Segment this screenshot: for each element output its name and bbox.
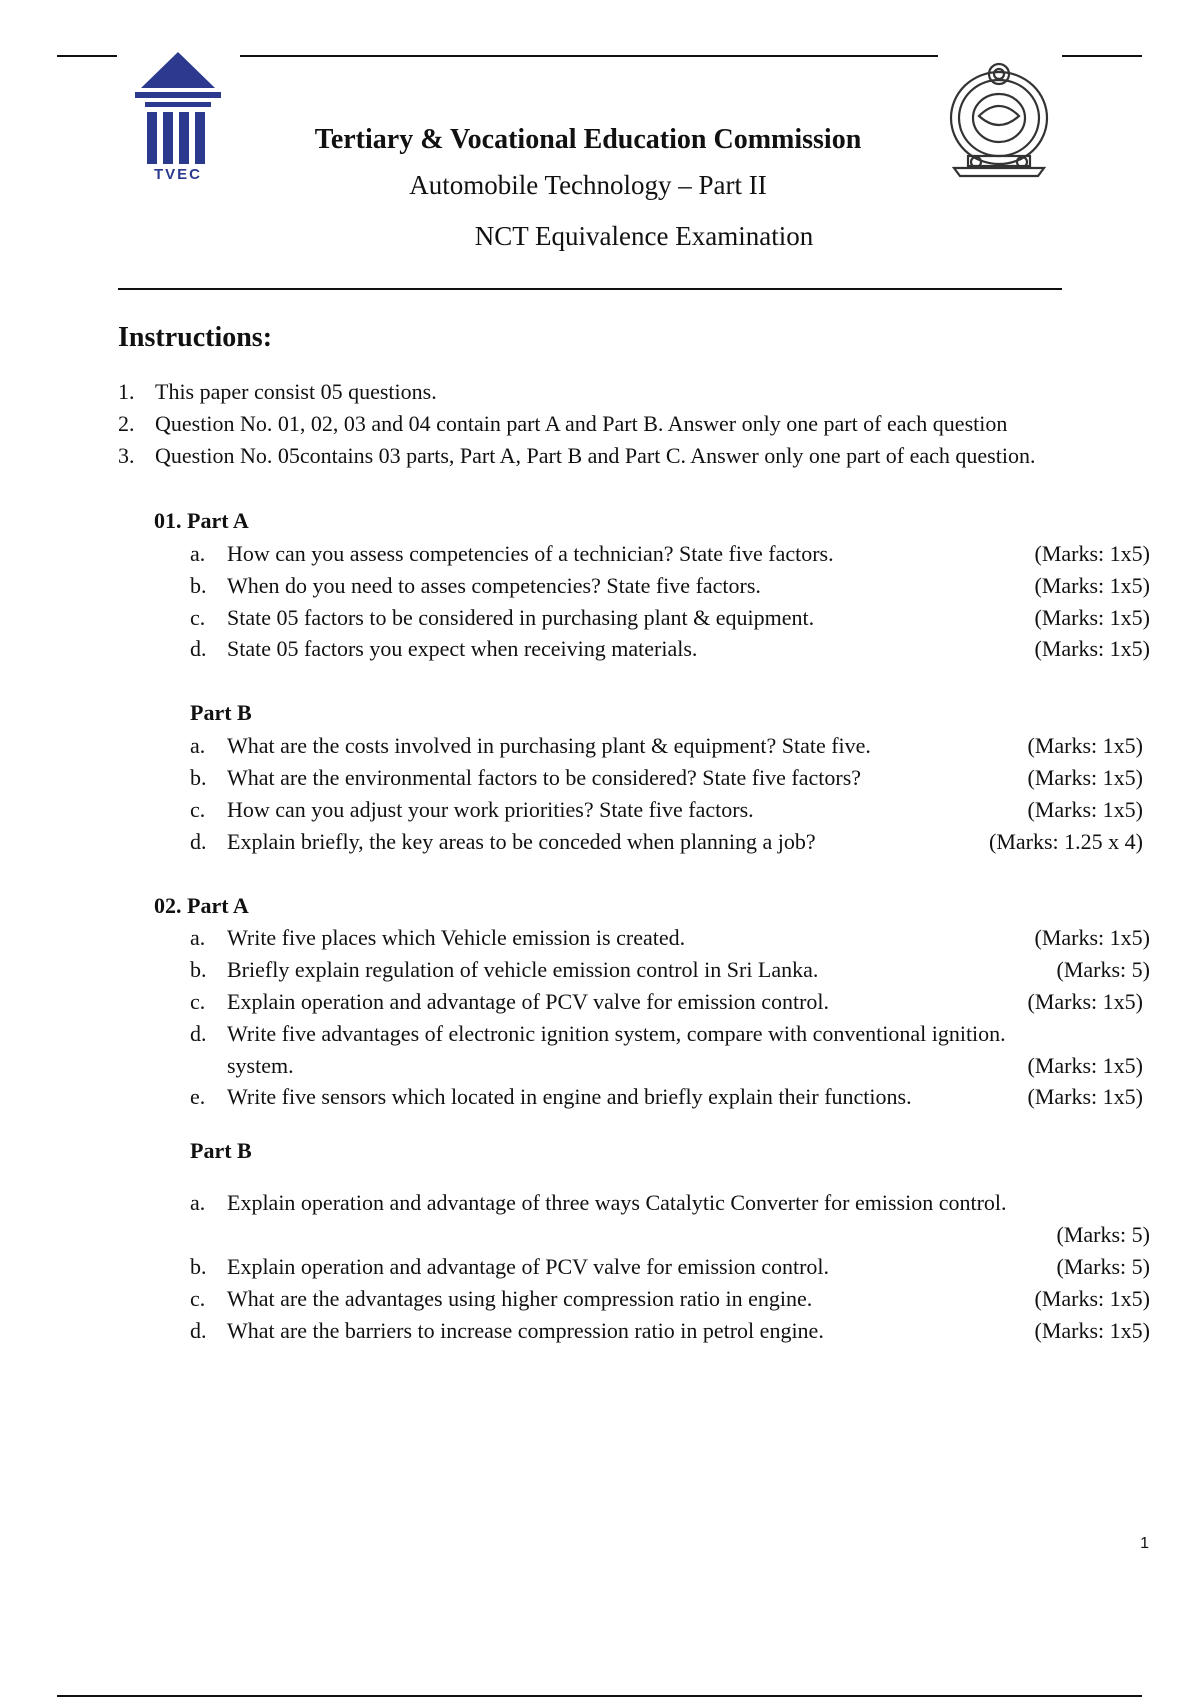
- question-item: [190, 1254, 829, 1280]
- national-emblem: [946, 56, 1052, 182]
- marks-label: (Marks: 1x5): [1027, 733, 1143, 758]
- question-letter: d.: [190, 636, 207, 661]
- question-letter: a.: [190, 733, 206, 758]
- marks-label: (Marks: 5): [1056, 1254, 1150, 1279]
- question-letter: c.: [190, 989, 206, 1014]
- question-text: State 05 factors you expect when receiving materials.: [227, 636, 698, 661]
- question-letter: e.: [190, 1084, 206, 1109]
- marks-label: (Marks: 1x5): [1034, 925, 1150, 950]
- question-letter: a.: [190, 1190, 206, 1215]
- header-rule-left: [57, 55, 117, 57]
- question-item: [190, 989, 829, 1015]
- question-text: Explain operation and advantage of PCV valve for emission control.: [227, 1254, 830, 1279]
- question-text: Write five sensors which located in engine and briefly explain their functions.: [227, 1084, 912, 1109]
- marks-label: (Marks: 1.25 x 4): [989, 829, 1143, 854]
- question-text: Explain operation and advantage of three ways Catalytic Converter for emission control.: [227, 1190, 1007, 1215]
- question-01-part-b-heading: Part B: [190, 700, 252, 725]
- marks-label: (Marks: 1x5): [1027, 989, 1143, 1014]
- question-text: What are the barriers to increase compression ratio in petrol engine.: [227, 1318, 824, 1343]
- question-letter: d.: [190, 1021, 207, 1046]
- exam-subject: Automobile Technology – Part II: [409, 170, 767, 200]
- question-item: [190, 605, 814, 631]
- question-item: [190, 957, 818, 983]
- instruction-number: 2.: [118, 411, 135, 436]
- question-letter: a.: [190, 925, 206, 950]
- marks-label: (Marks: 1x5): [1034, 1318, 1150, 1343]
- marks-label: (Marks: 5): [1056, 957, 1150, 982]
- tvec-logo: [133, 50, 223, 182]
- question-letter: c.: [190, 1286, 206, 1311]
- exam-title: NCT Equivalence Examination: [474, 221, 814, 251]
- question-text: Explain briefly, the key areas to be conceded when planning a job?: [227, 829, 816, 854]
- question-item: [190, 733, 871, 759]
- question-item: [190, 573, 761, 599]
- question-text: State 05 factors to be considered in purchasing plant & equipment.: [227, 605, 815, 630]
- marks-label: (Marks: 5): [1056, 1222, 1150, 1247]
- question-text: How can you adjust your work priorities? State five factors.: [227, 797, 754, 822]
- instruction-item: [118, 411, 1007, 437]
- marks-label: (Marks: 1x5): [1027, 797, 1143, 822]
- question-02-part-a-heading: 02. Part A: [154, 893, 249, 918]
- question-02-part-b-heading: Part B: [190, 1138, 252, 1163]
- marks-label: (Marks: 1x5): [1034, 605, 1150, 630]
- page-number: 1: [1140, 1535, 1149, 1552]
- instruction-item: [118, 379, 437, 405]
- instruction-number: 1.: [118, 379, 135, 404]
- marks-label: (Marks: 1x5): [1027, 1084, 1143, 1109]
- marks-label: (Marks: 1x5): [1034, 541, 1150, 566]
- tvec-logo-text: TVEC: [153, 166, 202, 183]
- question-item: [190, 925, 685, 951]
- question-item: [190, 829, 816, 855]
- question-item: [190, 1021, 1006, 1047]
- instruction-text: This paper consist 05 questions.: [155, 379, 437, 404]
- question-text: Explain operation and advantage of PCV valve for emission control.: [227, 989, 830, 1014]
- marks-label: (Marks: 1x5): [1034, 636, 1150, 661]
- question-text: What are the costs involved in purchasing plant & equipment? State five.: [227, 733, 871, 758]
- question-letter: d.: [190, 1318, 207, 1343]
- instruction-text: Question No. 01, 02, 03 and 04 contain part A and Part B. Answer only one part of each question: [155, 411, 1008, 436]
- header-rule-right: [1062, 55, 1142, 57]
- question-letter: b.: [190, 1254, 207, 1279]
- marks-label: (Marks: 1x5): [1027, 765, 1143, 790]
- question-01-part-a-heading: 01. Part A: [154, 508, 249, 533]
- instruction-number: 3.: [118, 443, 135, 468]
- marks-label: (Marks: 1x5): [1034, 573, 1150, 598]
- question-item: [190, 1318, 824, 1344]
- question-item: [190, 636, 697, 662]
- footer-rule: [57, 1695, 1142, 1697]
- question-item: [190, 1286, 812, 1312]
- question-item: [190, 541, 834, 567]
- question-text: What are the advantages using higher compression ratio in engine.: [227, 1286, 813, 1311]
- question-letter: d.: [190, 829, 207, 854]
- header-divider: [118, 288, 1062, 290]
- question-letter: a.: [190, 541, 206, 566]
- question-text: When do you need to asses competencies? State five factors.: [227, 573, 761, 598]
- question-letter: c.: [190, 797, 206, 822]
- organization-name: Tertiary & Vocational Education Commission: [314, 124, 862, 155]
- question-item: [190, 797, 754, 823]
- marks-label: (Marks: 1x5): [1027, 1053, 1143, 1078]
- question-text: Write five advantages of electronic ignition system, compare with conventional ignition.: [227, 1021, 1006, 1046]
- question-text: system.: [227, 1053, 294, 1078]
- question-continuation: [227, 1053, 294, 1079]
- question-letter: c.: [190, 605, 206, 630]
- question-letter: b.: [190, 573, 207, 598]
- question-item: [190, 1084, 912, 1110]
- marks-label: (Marks: 1x5): [1034, 1286, 1150, 1311]
- question-text: Briefly explain regulation of vehicle emission control in Sri Lanka.: [227, 957, 819, 982]
- header-rule-center: [240, 55, 938, 57]
- instructions-heading: Instructions:: [118, 322, 273, 353]
- instruction-text: Question No. 05contains 03 parts, Part A, Part B and Part C. Answer only one part of each question.: [155, 443, 1036, 468]
- question-text: Write five places which Vehicle emission is created.: [227, 925, 686, 950]
- instruction-item: [118, 443, 1035, 469]
- question-item: [190, 1190, 1007, 1216]
- question-letter: b.: [190, 765, 207, 790]
- question-text: How can you assess competencies of a technician? State five factors.: [227, 541, 834, 566]
- question-item: [190, 765, 861, 791]
- question-text: What are the environmental factors to be considered? State five factors?: [227, 765, 862, 790]
- emblem-icon: [946, 56, 1052, 182]
- question-letter: b.: [190, 957, 207, 982]
